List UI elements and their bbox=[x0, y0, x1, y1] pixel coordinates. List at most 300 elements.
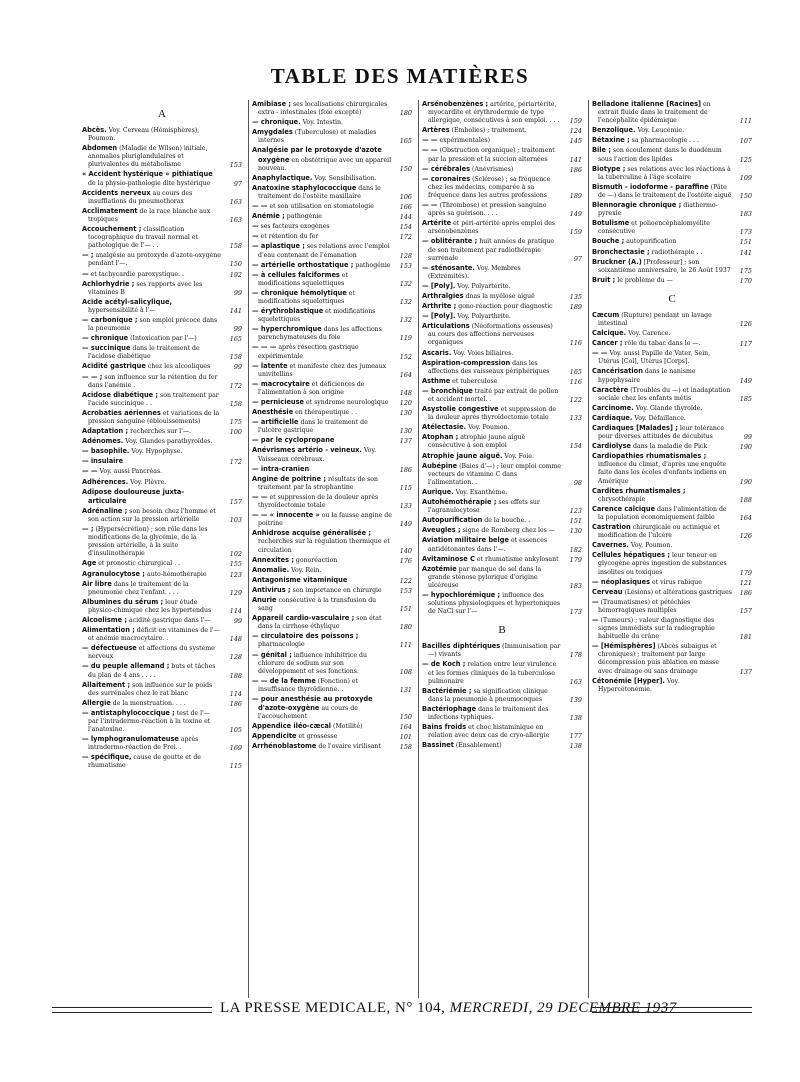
entry-text: rôle du tabac dans le —. bbox=[622, 340, 701, 348]
index-entry bbox=[422, 498, 582, 515]
entry-text: et manifeste chez des jumeaux univitellins bbox=[258, 362, 387, 378]
entry-heading: Aubépine bbox=[422, 461, 458, 470]
index-entry bbox=[422, 660, 582, 685]
entry-text: son emploi précoce dans la pneumonie bbox=[88, 316, 218, 333]
entry-page-number: 175 bbox=[739, 266, 752, 275]
index-entry bbox=[252, 614, 412, 631]
entry-heading: Aviation militaire belge bbox=[422, 536, 509, 545]
index-entry bbox=[252, 232, 412, 241]
entry-text: (Immunisation par —) vivants bbox=[428, 643, 561, 659]
entry-page-number: 107 bbox=[739, 137, 752, 146]
entry-text: son influence sur le poids des surrénales chez le rat blanc bbox=[88, 681, 213, 697]
entry-page-number: 115 bbox=[229, 762, 242, 771]
entry-heading: — bbox=[82, 269, 89, 278]
entry-text: leur tolérance pour diverses attitudes de décubitus bbox=[598, 425, 725, 441]
entry-heading: Anomalie. bbox=[252, 565, 290, 574]
index-entry bbox=[82, 437, 242, 446]
entry-text: gono-réaction pour diagnostic bbox=[456, 303, 553, 311]
entry-text: au cours des insufflations du pneumothorax bbox=[88, 189, 193, 205]
index-entry bbox=[82, 570, 242, 579]
entry-heading: — artérielle orthostatique ; bbox=[252, 260, 354, 269]
entry-heading: Cardiolyse bbox=[592, 442, 632, 451]
entry-page-number: 182 bbox=[569, 545, 582, 554]
column-divider bbox=[418, 100, 419, 998]
index-entry bbox=[252, 596, 412, 613]
entry-text: autopurification bbox=[624, 238, 677, 246]
entry-text: Voy. Membres (Extrémités). bbox=[428, 264, 521, 280]
entry-heading: Acidité gastrique bbox=[82, 362, 146, 371]
entry-page-number: 152 bbox=[399, 352, 412, 361]
entry-text: (Thrombose) et pression sanguine après sa guérison. . . . bbox=[428, 202, 547, 218]
entry-page-number: 169 bbox=[229, 744, 242, 753]
index-entry bbox=[252, 576, 412, 585]
entry-text: (Baies d'—) ; leur emploi comme vecteurs de vitamine C dans l'alimentation. . bbox=[428, 462, 562, 486]
entry-heading: — carbonique ; bbox=[82, 315, 138, 324]
entry-page-number: 138 bbox=[569, 742, 582, 751]
entry-page-number: 129 bbox=[229, 588, 242, 597]
entry-heading: Atélectasie. bbox=[422, 423, 467, 432]
index-entry bbox=[252, 529, 412, 554]
entry-text: gonoréaction bbox=[293, 556, 338, 564]
entry-heading: — par le cyclopropane bbox=[252, 436, 335, 445]
index-entry bbox=[592, 452, 752, 485]
entry-page-number: 137 bbox=[399, 437, 412, 446]
entry-page-number: 99 bbox=[233, 288, 242, 297]
entry-heading: Arsénobenzènes ; bbox=[422, 100, 489, 108]
entry-text: Voy. Leucémie. bbox=[635, 127, 685, 135]
entry-page-number: 141 bbox=[229, 306, 242, 315]
entry-heading: Bassinet bbox=[422, 741, 454, 750]
entry-heading: Anaphylactique. bbox=[252, 173, 313, 182]
entry-text: Voy. Polyartérite. bbox=[455, 282, 511, 290]
entry-text: de la bouche. . bbox=[482, 517, 531, 525]
entry-text: chrysothérapie bbox=[598, 495, 646, 503]
entry-page-number: 148 bbox=[229, 635, 242, 644]
index-entry bbox=[82, 225, 242, 250]
entry-heading: Bruit ; bbox=[592, 275, 616, 284]
entry-text: Voy. Glande thyroïde. bbox=[633, 404, 703, 412]
entry-heading: — — ; bbox=[82, 372, 103, 381]
entry-text: classification tocographique du travail normal et pathologique de l'— . . bbox=[88, 226, 198, 250]
index-entry bbox=[252, 242, 412, 259]
index-entry bbox=[422, 292, 582, 301]
index-entry bbox=[592, 165, 752, 182]
index-entry bbox=[82, 126, 242, 143]
entry-heading: — bbox=[252, 222, 259, 231]
entry-heading: — chronique. bbox=[252, 118, 301, 127]
entry-heading: — aplastique ; bbox=[252, 242, 305, 251]
entry-heading: — artificielle bbox=[252, 418, 299, 427]
entry-page-number: 154 bbox=[569, 442, 582, 451]
index-entry bbox=[422, 405, 582, 422]
entry-page-number: 144 bbox=[399, 213, 412, 222]
entry-heading: Anhidrose acquise généralisée ; bbox=[252, 529, 372, 538]
entry-page-number: 150 bbox=[399, 713, 412, 722]
entry-heading: Cardiopathies rhumatismales ; bbox=[592, 452, 707, 461]
entry-text: son influence sur la rétention du fer dans l'anémie . bbox=[88, 373, 218, 389]
entry-page-number: 149 bbox=[739, 376, 752, 385]
entry-heading: Aurique. bbox=[422, 487, 454, 496]
index-entry bbox=[252, 722, 412, 731]
entry-text: (Tuberculose) et maladies internes bbox=[258, 129, 377, 145]
entry-heading: Bronchectasie ; bbox=[592, 247, 650, 256]
entry-heading: Artérite bbox=[422, 219, 452, 228]
entry-heading: — de Koch ; bbox=[422, 660, 466, 669]
entry-heading: Acclimatement bbox=[82, 206, 138, 215]
index-entry bbox=[82, 598, 242, 615]
entry-heading: Agranulocytose ; bbox=[82, 569, 145, 578]
entry-page-number: 111 bbox=[739, 117, 752, 126]
index-entry bbox=[252, 261, 412, 270]
entry-page-number: 149 bbox=[569, 210, 582, 219]
entry-heading: Cardiaque. bbox=[592, 413, 633, 422]
entry-text: et affections du système nerveux bbox=[88, 645, 215, 661]
entry-page-number: 111 bbox=[399, 641, 412, 650]
index-entry bbox=[252, 418, 412, 435]
entry-heading: Bismuth - iodoforme - paraffine bbox=[592, 182, 709, 191]
entry-heading: Benzolique. bbox=[592, 126, 636, 135]
index-entry bbox=[252, 174, 412, 183]
entry-page-number: 150 bbox=[399, 164, 412, 173]
entry-text: (Rupture) pendant un lavage intestinal bbox=[598, 311, 712, 327]
index-entry bbox=[422, 165, 582, 174]
entry-heading: — — de la femme bbox=[252, 676, 316, 685]
entry-page-number: 133 bbox=[399, 502, 412, 511]
entry-text: et modifications squelettiques bbox=[258, 308, 376, 324]
entry-page-number: 131 bbox=[399, 685, 412, 694]
entry-text: en extrait fluide dans le traitement de l'encéphalite épidémique bbox=[598, 101, 711, 125]
entry-text: et essences antidétonantes dans l'—. bbox=[428, 537, 548, 553]
index-entry bbox=[592, 551, 752, 576]
entry-page-number: 188 bbox=[229, 671, 242, 680]
index-entry bbox=[592, 616, 752, 641]
entry-text: (Traumatismes) et pétéchies hémorragiques multiples bbox=[598, 598, 691, 614]
entry-page-number: 119 bbox=[399, 334, 412, 343]
entry-page-number: 135 bbox=[569, 292, 582, 301]
entry-text: influence des solutions physiologiques et hypertoniques de NaCl sur l'— bbox=[428, 591, 561, 616]
footer-date: MERCREDI, 29 DECEMBRE 1937 bbox=[449, 1000, 677, 1016]
entry-page-number: 130 bbox=[399, 409, 412, 418]
entry-text: en thérapeutique . . bbox=[293, 409, 358, 417]
entry-text: et polioencéphalomyélite consécutive bbox=[598, 220, 710, 236]
entry-page-number: 123 bbox=[229, 570, 242, 579]
index-entry bbox=[82, 170, 242, 187]
entry-text: et tachycardie paroxystique. . bbox=[88, 270, 184, 278]
entry-page-number: 126 bbox=[739, 532, 752, 541]
entry-page-number: 150 bbox=[229, 260, 242, 269]
entry-heading: Autopurification bbox=[422, 516, 483, 525]
entry-text: dans l'alimentation de la population économiquement faible bbox=[598, 505, 727, 521]
entry-heading: Articulations bbox=[422, 322, 470, 331]
entry-page-number: 165 bbox=[399, 137, 412, 146]
entry-page-number: 164 bbox=[399, 370, 412, 379]
entry-text: recherches sur la régulation thermique et circulation bbox=[258, 538, 390, 554]
entry-page-number: 97 bbox=[233, 179, 242, 188]
index-entry bbox=[592, 505, 752, 522]
entry-heading: — sténosante. bbox=[422, 263, 475, 272]
entry-heading: — — bbox=[592, 349, 608, 358]
entry-heading: — antistaphylococcique ; bbox=[82, 708, 175, 717]
index-entry bbox=[422, 237, 582, 262]
entry-text: (Motilité) bbox=[331, 723, 363, 731]
index-entry bbox=[422, 302, 582, 311]
index-column-2 bbox=[252, 100, 412, 998]
index-entry bbox=[82, 580, 242, 597]
index-entry bbox=[592, 523, 752, 540]
entry-page-number: 189 bbox=[569, 303, 582, 312]
entry-text: expérimentales) bbox=[437, 137, 491, 145]
entry-page-number: 153 bbox=[399, 261, 412, 270]
entry-heading: — — « innocente » bbox=[252, 511, 320, 520]
entry-page-number: 115 bbox=[399, 483, 412, 492]
entry-text: Voy. Défaillance. bbox=[632, 414, 686, 422]
entry-page-number: 192 bbox=[229, 270, 242, 279]
index-entry bbox=[82, 507, 242, 524]
entry-heading: Cardiaques [Malades] ; bbox=[592, 424, 678, 432]
entry-text: (Hypersécrétion) ; son rôle dans les modifications de la glycémie, de la pression artérielle, à la suite d'insulinothérapie bbox=[88, 526, 208, 558]
index-entry bbox=[252, 398, 412, 407]
index-entry bbox=[592, 442, 752, 451]
footer-rule-left bbox=[52, 1007, 212, 1013]
index-entry bbox=[422, 705, 582, 722]
entry-text: Voy. Rein. bbox=[289, 566, 322, 574]
index-entry bbox=[82, 488, 242, 506]
index-entry bbox=[82, 373, 242, 390]
entry-text: (Abcès subaigus et chroniques) ; traitement par large décompression puis ablation en masse avec drainage ou sans drainage bbox=[598, 643, 719, 675]
entry-page-number: 105 bbox=[229, 726, 242, 735]
entry-text: acidité gastrique dans l'— bbox=[127, 616, 211, 624]
index-entry bbox=[82, 681, 242, 698]
entry-text: pathogénie bbox=[284, 213, 322, 221]
entry-heading: — [Hémisphères] bbox=[592, 642, 656, 651]
index-entry bbox=[82, 362, 242, 371]
index-entry bbox=[422, 146, 582, 163]
index-entry bbox=[422, 452, 582, 461]
index-entry bbox=[82, 525, 242, 558]
entry-text: cause de goutte et de rhumatisme bbox=[88, 754, 201, 770]
entry-page-number: 116 bbox=[569, 339, 582, 348]
entry-text: sa signification clinique dans la pneumonie à pneumocoques bbox=[428, 687, 548, 703]
index-entry bbox=[422, 322, 582, 347]
entry-heading: — cérébrales bbox=[422, 164, 471, 173]
entry-heading: — — bbox=[422, 136, 438, 145]
entry-page-number: 179 bbox=[569, 555, 582, 564]
index-entry bbox=[82, 270, 242, 279]
index-entry bbox=[82, 447, 242, 456]
entry-page-number: 125 bbox=[739, 155, 752, 164]
index-entry bbox=[592, 598, 752, 615]
entry-heading: Cellules hépatiques ; bbox=[592, 551, 670, 560]
entry-heading: — néoplasiques bbox=[592, 577, 651, 586]
index-entry bbox=[422, 359, 582, 376]
entry-heading: Asystolie congestive bbox=[422, 405, 499, 414]
index-entry bbox=[82, 644, 242, 661]
entry-text: ses relations avec les réactions à la tuberculine à l'âge scolaire bbox=[598, 165, 731, 181]
index-entry bbox=[252, 289, 412, 306]
entry-heading: Castration bbox=[592, 523, 631, 532]
index-entry bbox=[252, 325, 412, 342]
page-title: TABLE DES MATIÈRES bbox=[270, 64, 530, 88]
entry-text: diathermo-pyrexie bbox=[598, 202, 718, 218]
entry-text: et rétention du fer bbox=[258, 233, 319, 241]
index-entry bbox=[252, 408, 412, 417]
entry-page-number: 137 bbox=[739, 667, 752, 676]
entry-page-number: 140 bbox=[399, 546, 412, 555]
index-entry bbox=[592, 126, 752, 135]
entry-heading: — hyperchromique bbox=[252, 325, 322, 334]
entry-page-number: 99 bbox=[743, 433, 752, 442]
entry-text: dans le traitement de l'ulcère gastrique bbox=[258, 419, 368, 435]
column-divider bbox=[588, 100, 589, 998]
index-entry bbox=[422, 687, 582, 704]
entry-page-number: 99 bbox=[233, 616, 242, 625]
entry-heading: Asthme bbox=[422, 376, 451, 385]
index-entry bbox=[422, 591, 582, 616]
entry-heading: — à cellules falciformes bbox=[252, 270, 340, 279]
entry-page-number: 99 bbox=[233, 363, 242, 372]
entry-text: son importance en chirurgie bbox=[290, 586, 382, 594]
entry-heading: — — bbox=[252, 202, 268, 211]
entry-heading: Adipose douloureuse juxta-articulaire bbox=[82, 487, 185, 505]
entry-page-number: 175 bbox=[229, 418, 242, 426]
entry-page-number: 158 bbox=[229, 353, 242, 362]
entry-heading: Atrophie jaune aiguë. bbox=[422, 451, 503, 460]
entry-page-number: 123 bbox=[569, 507, 582, 516]
index-entry bbox=[592, 642, 752, 675]
entry-heading: Appareil cardio-vasculaire ; bbox=[252, 614, 355, 623]
entry-heading: Carcinome. bbox=[592, 403, 634, 412]
entry-heading: Age bbox=[82, 559, 97, 568]
entry-text: influence du climat, d'après une enquête faite dans les écoles d'enfants indiens en Amérique bbox=[598, 461, 727, 485]
entry-heading: Bile ; bbox=[592, 146, 611, 155]
entry-heading: — insulaire bbox=[82, 457, 124, 466]
entry-page-number: 158 bbox=[229, 242, 242, 251]
entry-heading: — coronaires bbox=[422, 174, 471, 183]
index-entry bbox=[82, 478, 242, 487]
entry-page-number: 139 bbox=[569, 695, 582, 704]
entry-page-number: 153 bbox=[399, 586, 412, 595]
entry-page-number: 132 bbox=[399, 297, 412, 306]
index-entry bbox=[82, 662, 242, 679]
entry-heading: — — bbox=[82, 467, 98, 476]
index-entry bbox=[82, 391, 242, 408]
entry-heading: Allergie bbox=[82, 698, 111, 707]
entry-heading: Bacilles diphtériques bbox=[422, 642, 501, 651]
entry-heading: Acidose diabétique ; bbox=[82, 390, 159, 399]
index-entry bbox=[592, 677, 752, 694]
entry-page-number: 164 bbox=[399, 723, 412, 732]
index-entry bbox=[592, 183, 752, 200]
index-columns bbox=[82, 100, 752, 998]
entry-text: Voy. Hypercétonémie. bbox=[598, 677, 680, 693]
entry-page-number: 170 bbox=[739, 276, 752, 285]
entry-page-number: 159 bbox=[569, 117, 582, 126]
section-letter: C bbox=[668, 292, 676, 305]
entry-heading: Bétaxine ; bbox=[592, 136, 630, 145]
entry-heading: — hypochlorémique ; bbox=[422, 590, 501, 599]
entry-heading: — bbox=[252, 232, 259, 241]
index-entry bbox=[592, 386, 752, 403]
entry-text: dans les affections des vaisseaux périphériques bbox=[428, 359, 550, 375]
index-entry bbox=[82, 298, 242, 315]
entry-page-number: 101 bbox=[399, 733, 412, 742]
entry-text: relation entre leur virulence et les formes cliniques de la tuberculose pulmonaire bbox=[428, 661, 557, 685]
index-entry bbox=[252, 556, 412, 565]
index-entry bbox=[82, 280, 242, 297]
entry-text: Voy. Polyarthrite. bbox=[455, 313, 511, 321]
entry-text: (Embolies) ; traitement. bbox=[449, 127, 527, 135]
entry-text: Voy. aussi Pancréas. bbox=[97, 468, 163, 476]
index-entry bbox=[592, 578, 752, 587]
entry-page-number: 186 bbox=[399, 465, 412, 474]
index-entry bbox=[252, 380, 412, 397]
index-entry bbox=[82, 709, 242, 734]
index-entry bbox=[592, 414, 752, 423]
entry-text: et tuberculose bbox=[450, 377, 498, 385]
entry-heading: Anurie bbox=[252, 595, 277, 604]
entry-text: Voy. Carence. bbox=[626, 330, 671, 338]
entry-page-number: 159 bbox=[569, 228, 582, 237]
entry-page-number: 128 bbox=[229, 653, 242, 662]
entry-page-number: 165 bbox=[229, 335, 242, 344]
entry-heading: — — bbox=[252, 492, 268, 501]
index-entry bbox=[252, 202, 412, 211]
entry-text: et suppression de la douleur après thyroïdectomie totale bbox=[258, 493, 379, 510]
index-column-3 bbox=[422, 100, 582, 998]
entry-page-number: 130 bbox=[569, 527, 582, 536]
entry-text: huit années de pratique de son traitement par radiothérapie surrénale bbox=[428, 238, 555, 262]
entry-text: et son utilisation en stomatologie bbox=[267, 203, 374, 211]
entry-page-number: 97 bbox=[573, 254, 582, 263]
entry-heading: Biotype ; bbox=[592, 164, 626, 173]
entry-text: et suppression de la douleur après thyroïdectomie totale bbox=[428, 406, 557, 422]
entry-text: Voy. aussi Papille de Vater, Sein, Utérus [Col], Utérus [Corps]. bbox=[598, 350, 711, 366]
entry-heading: Cavernes. bbox=[592, 541, 629, 550]
entry-heading: Adrénaline ; bbox=[82, 506, 128, 515]
entry-heading: — bronchique bbox=[422, 386, 473, 395]
entry-text: (Fonction) et insuffisance thyroïdienne. . bbox=[258, 677, 359, 693]
entry-text: recherches sur l'—. bbox=[128, 428, 192, 436]
index-column-4 bbox=[592, 100, 752, 998]
section-letter: B bbox=[498, 624, 506, 637]
entry-page-number: 99 bbox=[233, 325, 242, 334]
entry-page-number: 172 bbox=[229, 458, 242, 467]
entry-text: ses effets sur l'agranulocytose bbox=[428, 499, 540, 515]
entry-heading: Antivirus ; bbox=[252, 585, 291, 594]
entry-heading: Appendice iléo-cæcal bbox=[252, 722, 332, 731]
entry-heading: Calcique. bbox=[592, 329, 627, 338]
entry-page-number: 133 bbox=[569, 414, 582, 423]
index-entry bbox=[422, 488, 582, 497]
entry-heading: Abcès. bbox=[82, 126, 107, 134]
entry-heading: — génital ; bbox=[252, 650, 292, 659]
entry-page-number: 173 bbox=[569, 608, 582, 617]
entry-page-number: 102 bbox=[229, 550, 242, 559]
entry-text: en obstétrique avec un appareil nouveau. bbox=[258, 156, 392, 172]
entry-heading: Autohémothérapie ; bbox=[422, 498, 497, 507]
entry-text: par manque de sel dans la grande sténose pylorique d'origine ulcéreuse bbox=[428, 565, 542, 589]
entry-text: ses rapports avec les vitamines B bbox=[88, 280, 203, 296]
entry-page-number: 181 bbox=[739, 633, 752, 642]
entry-page-number: 190 bbox=[739, 477, 752, 486]
entry-heading: Bains froids bbox=[422, 723, 467, 732]
entry-heading: Adaptation ; bbox=[82, 427, 129, 436]
index-entry bbox=[422, 175, 582, 200]
entry-text: dans la maladie de Pick bbox=[631, 443, 708, 451]
index-entry bbox=[422, 100, 582, 125]
entry-text: déficit en vitamines de l'— et anémie macrocytaire. . bbox=[88, 627, 220, 643]
index-entry bbox=[252, 632, 412, 649]
